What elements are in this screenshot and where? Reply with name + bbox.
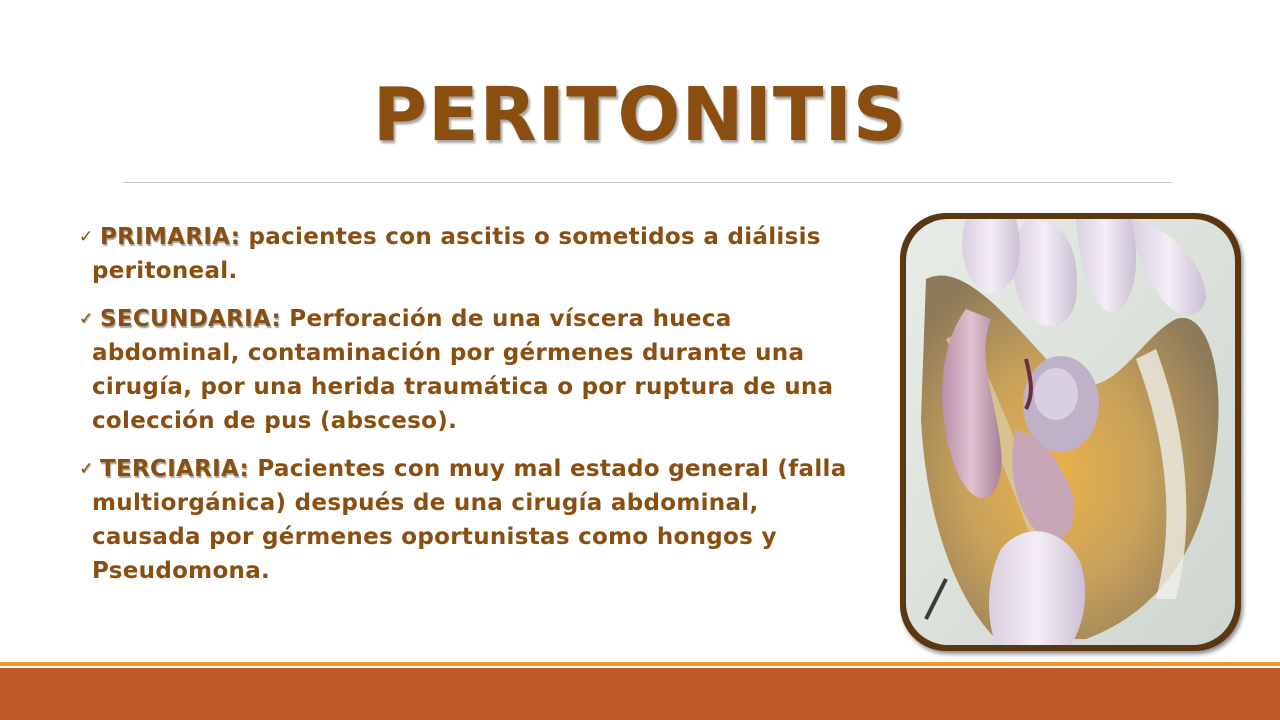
footer-accent-line	[0, 662, 1280, 666]
surgical-photo-frame	[900, 213, 1241, 651]
footer-bar	[0, 668, 1280, 720]
list-item-terciaria	[79, 452, 872, 588]
slide-title: PERITONITIS	[372, 72, 908, 158]
checkmark-icon: ✓	[79, 309, 94, 329]
list-item-primaria	[79, 220, 872, 288]
item-term: TERCIARIA:	[100, 456, 250, 482]
item-description: Pacientes con muy mal estado general (falla multiorgánica) después de una cirugía abdominal, causada por gérmenes oportunistas como hongos y Pseudomona.	[92, 456, 847, 584]
item-description: Perforación de una víscera hueca abdominal, contaminación por gérmenes durante una cirugía, por una herida traumática o por ruptura de una colección de pus (absceso).	[92, 306, 834, 434]
item-term: PRIMARIA:	[100, 224, 241, 250]
bullet-list	[79, 220, 872, 602]
title-divider	[123, 182, 1172, 183]
item-term: SECUNDARIA:	[100, 306, 281, 332]
checkmark-icon: ✓	[79, 227, 94, 247]
list-item-secundaria	[79, 302, 872, 438]
item-description: pacientes con ascitis o sometidos a diálisis peritoneal.	[92, 224, 821, 284]
checkmark-icon: ✓	[79, 459, 94, 479]
surgical-photo	[906, 219, 1235, 645]
